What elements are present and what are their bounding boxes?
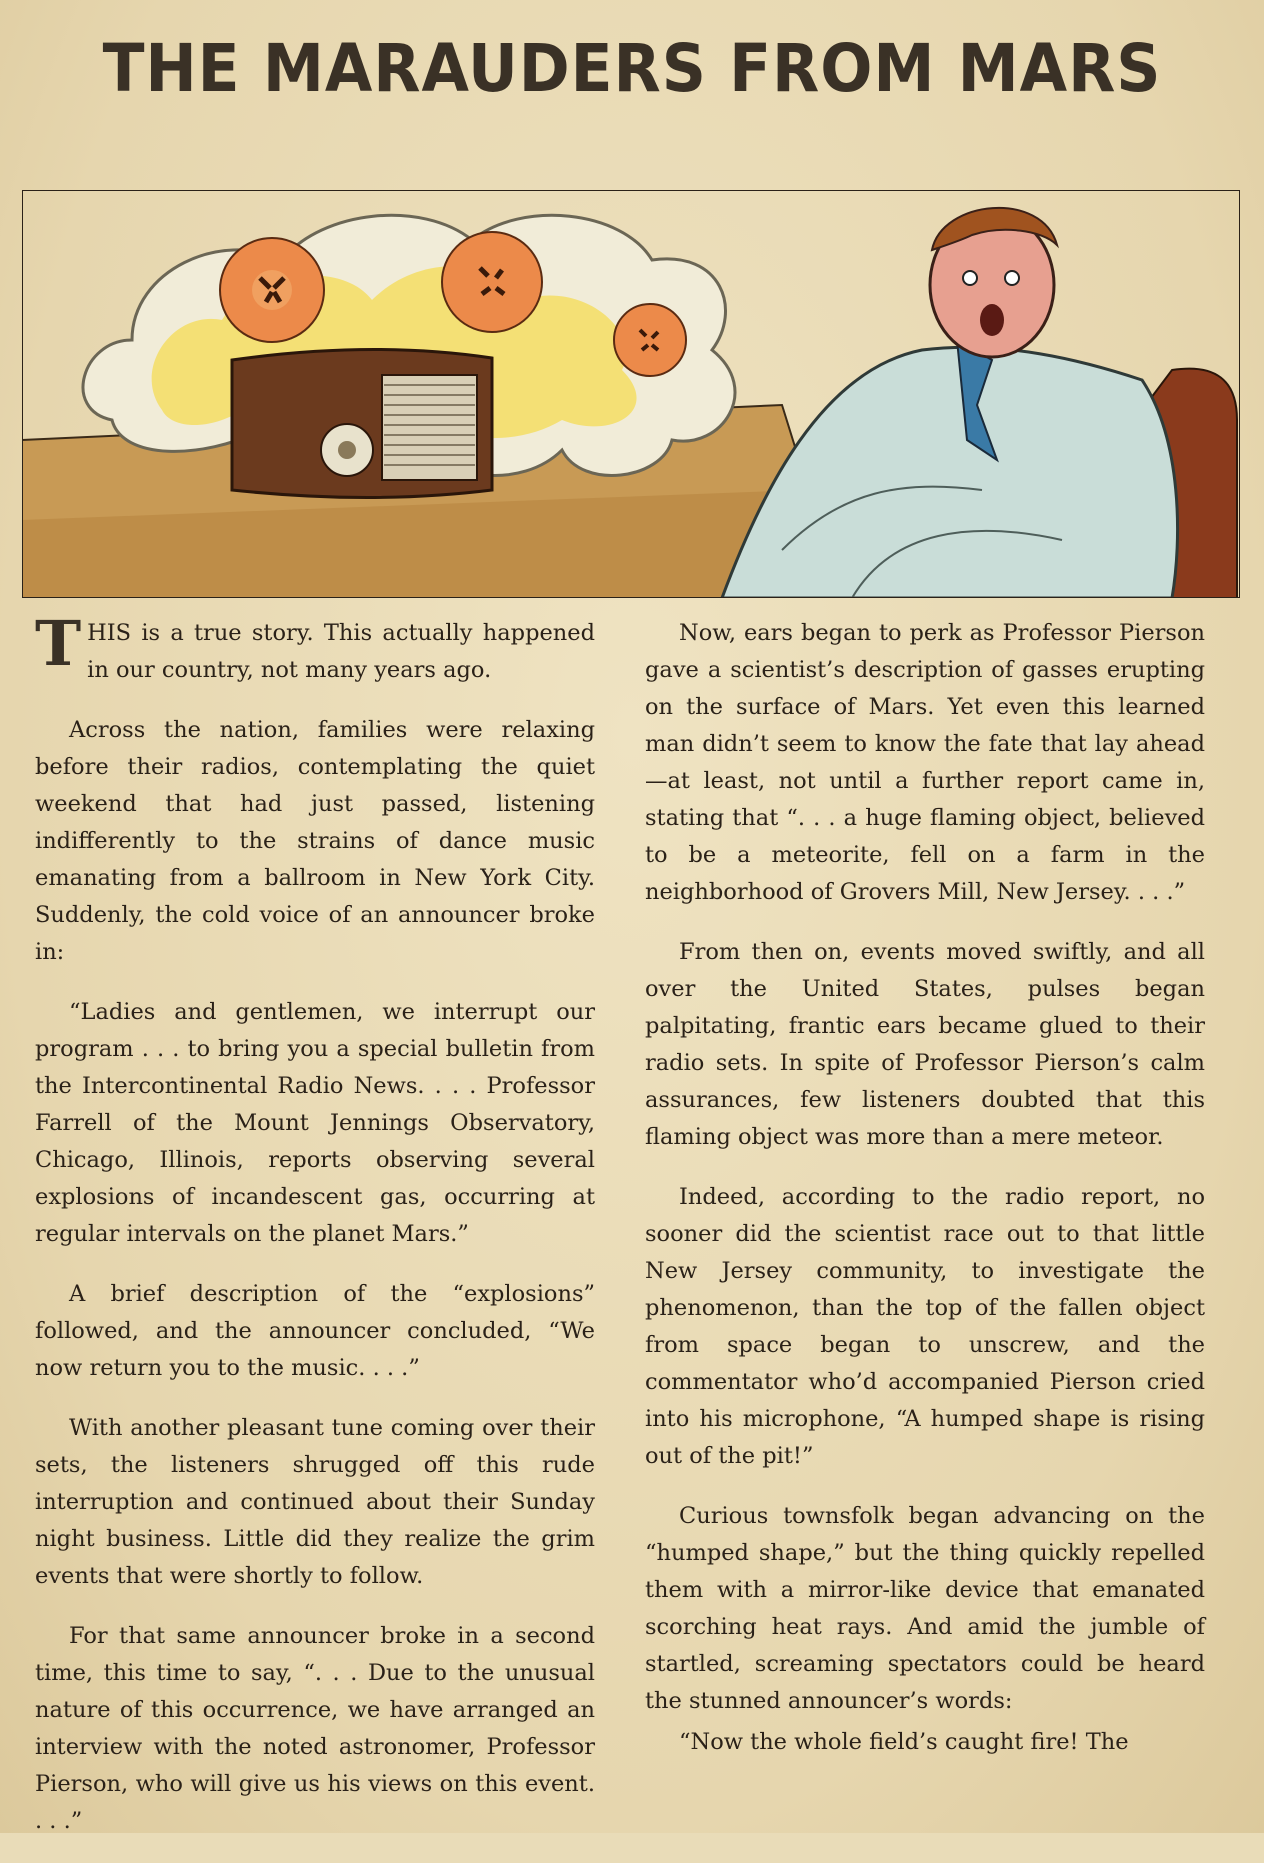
radio-panic-illustration bbox=[22, 190, 1240, 598]
paragraph-2: Across the nation, families were relaxing before their radios, contemplating the quiet weekend that had just passed, listening indifferently to the strains of dance music emanating from a ballroom in New York City. Suddenly, the cold voice of an announcer broke in: bbox=[35, 717, 595, 965]
paragraph-4: A brief description of the “explosions” followed, and the announcer concluded, “We now return you to the music. . . .” bbox=[35, 1281, 595, 1381]
left-column bbox=[35, 607, 595, 1863]
frightened-man bbox=[722, 208, 1178, 598]
paragraph-9: Indeed, according to the radio report, no sooner did the scientist race out to that little New Jersey community, to investigate the phenomenon, than the top of the fallen object from space began to unscrew, and the commentator who’d accompanied Pierson cried into his microphone, “A humped shape is rising out of the pit!” bbox=[645, 1184, 1205, 1469]
explosion-burst-1 bbox=[220, 238, 324, 342]
paragraph-11: “Now the whole field’s caught fire! The bbox=[679, 1729, 1129, 1755]
drop-cap: T bbox=[35, 607, 82, 680]
explosion-burst-2 bbox=[442, 232, 542, 332]
page-title: THE MARAUDERS FROM MARS bbox=[102, 30, 1162, 107]
radio-icon bbox=[232, 349, 492, 497]
right-column bbox=[645, 615, 1205, 1784]
paragraph-1 bbox=[35, 607, 595, 689]
paragraph-5: With another pleasant tune coming over their sets, the listeners shrugged off this rude interruption and continued about their Sunday night business. Little did they realize the grim events that were shortly to follow. bbox=[35, 1415, 595, 1589]
paragraph-1-text: HIS is a true story. This actually happened in our country, not many years ago. bbox=[87, 620, 595, 683]
paragraph-6: For that same announcer broke in a second time, this time to say, “. . . Due to the unusual nature of this occurrence, we have arranged an interview with the noted astronomer, Professor Pierson, who will give us his views on this event. . . .” bbox=[35, 1623, 595, 1834]
paragraph-3: “Ladies and gentlemen, we interrupt our program . . . to bring you a special bulletin from the Intercontinental Radio News. . . . Professor Farrell of the Mount Jennings Observatory, Chicago, Illinois, reports observing several explosions of incandescent gas, occurring at regular intervals on the planet Mars.” bbox=[35, 999, 595, 1247]
paragraph-8: From then on, events moved swiftly, and all over the United States, pulses began palpitating, frantic ears became glued to their radio sets. In spite of Professor Pierson’s calm assurances, few listeners doubted that this flaming object was more than a mere meteor. bbox=[645, 939, 1205, 1150]
explosion-burst-3 bbox=[614, 304, 686, 376]
paragraph-7: Now, ears began to perk as Professor Pierson gave a scientist’s description of gasses erupting on the surface of Mars. Yet even this learned man didn’t seem to know the fate that lay ahead—at least, not until a further report came in, stating that “. . . a huge flaming object, believed to be a meteorite, fell on a farm in the neighborhood of Grovers Mill, New Jersey. . . .” bbox=[645, 620, 1205, 905]
paragraph-10: Curious townsfolk began advancing on the “humped shape,” but the thing quickly repelled them with a mirror-like device that emanated scorching heat rays. And amid the jumble of startled, screaming spectators could be heard the stunned announcer’s words: bbox=[645, 1503, 1205, 1714]
